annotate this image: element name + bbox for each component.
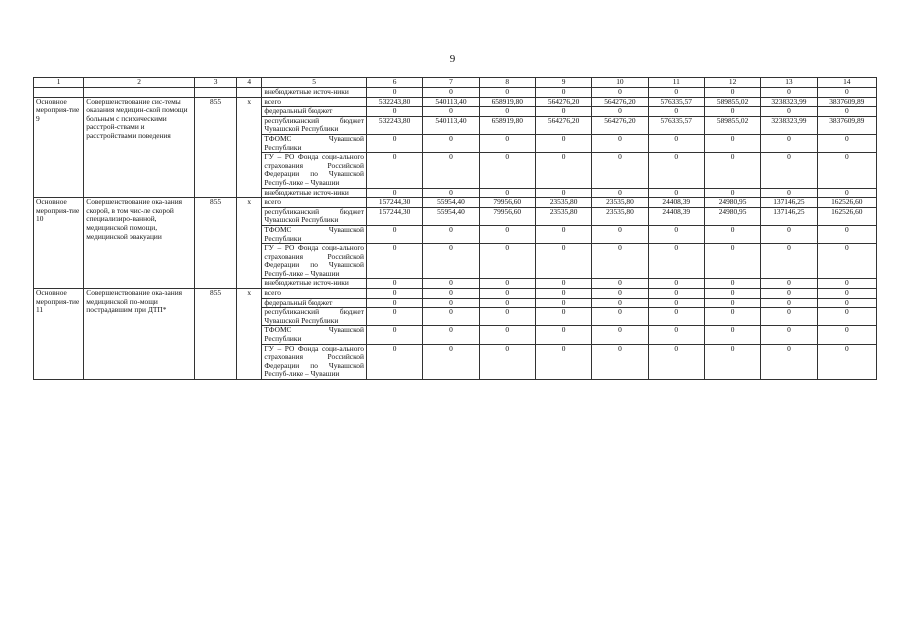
column-number: 11 (648, 78, 704, 88)
value-cell: 576335,57 (648, 97, 704, 107)
value-cell: 0 (817, 344, 876, 379)
column-number: 6 (366, 78, 422, 88)
column-number: 14 (817, 78, 876, 88)
funding-source: всего (262, 289, 367, 299)
value-cell: 0 (535, 107, 591, 117)
funding-source: ТФОМС Чувашской Республики (262, 134, 367, 152)
value-cell: 0 (761, 225, 817, 243)
value-cell: 157244,30 (366, 198, 422, 208)
value-cell: 532243,80 (366, 116, 422, 134)
value-cell: 0 (423, 188, 479, 198)
value-cell: 0 (479, 298, 535, 308)
value-cell: 589855,02 (704, 116, 760, 134)
column-number: 9 (535, 78, 591, 88)
funding-source: всего (262, 198, 367, 208)
value-cell: 0 (817, 298, 876, 308)
value-cell: 0 (761, 279, 817, 289)
value-cell: 79956,60 (479, 207, 535, 225)
value-cell: 0 (761, 153, 817, 188)
value-cell: 137146,25 (761, 198, 817, 208)
funding-source: федеральный бюджет (262, 107, 367, 117)
page-number: 9 (449, 53, 456, 65)
value-cell: 0 (704, 308, 760, 326)
value-cell: 0 (648, 107, 704, 117)
value-cell: 0 (817, 308, 876, 326)
value-cell: 0 (761, 344, 817, 379)
value-cell: 0 (817, 326, 876, 344)
value-cell: 658919,80 (479, 97, 535, 107)
empty-cell (34, 88, 84, 98)
value-cell: 23535,80 (535, 207, 591, 225)
value-cell: 0 (423, 134, 479, 152)
value-cell: 0 (817, 153, 876, 188)
value-cell: 0 (817, 289, 876, 299)
value-cell: 0 (366, 298, 422, 308)
value-cell: 55954,40 (423, 207, 479, 225)
value-cell: 0 (479, 134, 535, 152)
value-cell: 0 (648, 289, 704, 299)
value-cell: 658919,80 (479, 116, 535, 134)
value-cell: 0 (535, 326, 591, 344)
value-cell: 0 (423, 289, 479, 299)
value-cell: 0 (704, 298, 760, 308)
value-cell: 0 (761, 308, 817, 326)
value-cell: 0 (423, 279, 479, 289)
value-cell: 0 (704, 326, 760, 344)
value-cell: 0 (535, 289, 591, 299)
table-row (34, 289, 877, 299)
value-cell: 0 (592, 188, 648, 198)
value-cell: 55954,40 (423, 198, 479, 208)
column-number: 10 (592, 78, 648, 88)
event-label: Основное мероприя-тие 11 (34, 289, 84, 380)
value-cell: 0 (479, 344, 535, 379)
value-cell: 0 (648, 279, 704, 289)
funding-source: ГУ – РО Фонда соци-ального страхования Российской Федерации по Чувашской Респуб-лике – Чувашии (262, 244, 367, 279)
value-cell: 0 (817, 134, 876, 152)
event-code: 855 (194, 289, 236, 380)
value-cell: 0 (423, 344, 479, 379)
empty-cell (84, 88, 195, 98)
value-cell: 24408,39 (648, 207, 704, 225)
value-cell: 0 (535, 279, 591, 289)
value-cell: 0 (592, 279, 648, 289)
value-cell: 576335,57 (648, 116, 704, 134)
value-cell: 0 (704, 344, 760, 379)
value-cell: 564276,20 (592, 116, 648, 134)
value-cell: 0 (535, 298, 591, 308)
value-cell: 0 (704, 244, 760, 279)
value-cell: 0 (761, 188, 817, 198)
value-cell: 0 (817, 279, 876, 289)
value-cell: 0 (366, 188, 422, 198)
value-cell: 0 (704, 225, 760, 243)
funding-source: республиканский бюджет Чувашской Республики (262, 116, 367, 134)
column-number: 12 (704, 78, 760, 88)
value-cell: 0 (479, 308, 535, 326)
value-cell: 0 (366, 308, 422, 326)
value-cell: 0 (366, 88, 422, 98)
value-cell: 0 (592, 298, 648, 308)
value-cell: 0 (535, 244, 591, 279)
value-cell: 0 (761, 298, 817, 308)
value-cell: 0 (592, 134, 648, 152)
value-cell: 23535,80 (592, 207, 648, 225)
column-number: 5 (262, 78, 367, 88)
value-cell: 23535,80 (535, 198, 591, 208)
column-number: 3 (194, 78, 236, 88)
value-cell: 0 (479, 279, 535, 289)
value-cell: 3238323,99 (761, 116, 817, 134)
value-cell: 24980,95 (704, 198, 760, 208)
value-cell: 0 (479, 107, 535, 117)
value-cell: 0 (592, 88, 648, 98)
value-cell: 0 (704, 153, 760, 188)
event-name: Совершенствование ока-зания медицинской по-мощи пострадавшим при ДТП* (84, 289, 195, 380)
value-cell: 0 (648, 188, 704, 198)
value-cell: 0 (479, 88, 535, 98)
value-cell: 0 (592, 244, 648, 279)
value-cell: 0 (366, 134, 422, 152)
value-cell: 0 (423, 88, 479, 98)
event-code: 855 (194, 97, 236, 198)
value-cell: 0 (704, 88, 760, 98)
value-cell: 0 (366, 153, 422, 188)
event-label: Основное мероприя-тие 9 (34, 97, 84, 198)
event-mark: х (237, 289, 262, 380)
value-cell: 0 (648, 225, 704, 243)
column-number: 1 (34, 78, 84, 88)
value-cell: 0 (761, 88, 817, 98)
value-cell: 564276,20 (535, 97, 591, 107)
value-cell: 0 (535, 88, 591, 98)
event-mark: х (237, 198, 262, 289)
value-cell: 0 (817, 88, 876, 98)
event-mark: х (237, 97, 262, 198)
value-cell: 0 (761, 289, 817, 299)
value-cell: 0 (479, 244, 535, 279)
value-cell: 0 (592, 289, 648, 299)
value-cell: 0 (761, 107, 817, 117)
funding-source: республиканский бюджет Чувашской Республики (262, 207, 367, 225)
value-cell: 0 (648, 134, 704, 152)
value-cell: 0 (535, 134, 591, 152)
value-cell: 0 (648, 344, 704, 379)
value-cell: 0 (648, 244, 704, 279)
value-cell: 3238323,99 (761, 97, 817, 107)
value-cell: 137146,25 (761, 207, 817, 225)
value-cell: 24980,95 (704, 207, 760, 225)
funding-source: внебюджетные источ-ники (262, 279, 367, 289)
value-cell: 0 (592, 225, 648, 243)
column-number: 13 (761, 78, 817, 88)
value-cell: 0 (423, 107, 479, 117)
table-row (34, 198, 877, 208)
value-cell: 162526,60 (817, 207, 876, 225)
empty-cell (237, 88, 262, 98)
column-number: 7 (423, 78, 479, 88)
column-number: 8 (479, 78, 535, 88)
value-cell: 24408,39 (648, 198, 704, 208)
value-cell: 0 (479, 225, 535, 243)
funding-source: ТФОМС Чувашской Республики (262, 225, 367, 243)
value-cell: 0 (704, 107, 760, 117)
value-cell: 0 (366, 344, 422, 379)
funding-source: ТФОМС Чувашской Республики (262, 326, 367, 344)
value-cell: 0 (592, 107, 648, 117)
table-row (34, 97, 877, 107)
column-number: 2 (84, 78, 195, 88)
value-cell: 0 (592, 326, 648, 344)
value-cell: 0 (479, 188, 535, 198)
value-cell: 540113,40 (423, 97, 479, 107)
value-cell: 564276,20 (535, 116, 591, 134)
value-cell: 3837609,89 (817, 97, 876, 107)
value-cell: 0 (366, 279, 422, 289)
value-cell: 0 (535, 308, 591, 326)
value-cell: 0 (592, 344, 648, 379)
value-cell: 0 (366, 244, 422, 279)
value-cell: 0 (817, 244, 876, 279)
value-cell: 0 (761, 326, 817, 344)
value-cell: 0 (423, 298, 479, 308)
value-cell: 532243,80 (366, 97, 422, 107)
value-cell: 0 (592, 153, 648, 188)
value-cell: 0 (648, 308, 704, 326)
value-cell: 0 (648, 153, 704, 188)
value-cell: 0 (535, 225, 591, 243)
value-cell: 0 (535, 188, 591, 198)
value-cell: 0 (817, 225, 876, 243)
value-cell: 0 (423, 326, 479, 344)
value-cell: 0 (592, 308, 648, 326)
empty-cell (194, 88, 236, 98)
funding-source: федеральный бюджет (262, 298, 367, 308)
value-cell: 0 (479, 153, 535, 188)
value-cell: 564276,20 (592, 97, 648, 107)
value-cell: 0 (366, 107, 422, 117)
header-row (34, 78, 877, 88)
value-cell: 0 (423, 225, 479, 243)
event-label: Основное мероприя-тие 10 (34, 198, 84, 289)
value-cell: 0 (704, 134, 760, 152)
event-code: 855 (194, 198, 236, 289)
value-cell: 0 (648, 326, 704, 344)
value-cell: 162526,60 (817, 198, 876, 208)
value-cell: 3837609,89 (817, 116, 876, 134)
table-row (34, 88, 877, 98)
value-cell: 0 (704, 188, 760, 198)
event-name: Совершенствование сис-темы оказания медицин-ской помощи больным с психическими расстрой-ствами и расстройствами поведения (84, 97, 195, 198)
funding-source: всего (262, 97, 367, 107)
value-cell: 0 (479, 289, 535, 299)
value-cell: 0 (366, 225, 422, 243)
value-cell: 0 (704, 279, 760, 289)
value-cell: 0 (366, 289, 422, 299)
value-cell: 0 (817, 107, 876, 117)
value-cell: 79956,60 (479, 198, 535, 208)
value-cell: 540113,40 (423, 116, 479, 134)
column-number: 4 (237, 78, 262, 88)
value-cell: 0 (423, 153, 479, 188)
value-cell: 0 (761, 134, 817, 152)
funding-source: внебюджетные источ-ники (262, 188, 367, 198)
funding-source: республиканский бюджет Чувашской Республики (262, 308, 367, 326)
event-name: Совершенствование ока-зания скорой, в том чис-ле скорой специализиро-ванной, медицинской помощи, медицинской эвакуации (84, 198, 195, 289)
budget-table (33, 77, 877, 380)
funding-source: внебюджетные источ-ники (262, 88, 367, 98)
value-cell: 0 (817, 188, 876, 198)
funding-source: ГУ – РО Фонда соци-ального страхования Российской Федерации по Чувашской Респуб-лике – Чувашии (262, 153, 367, 188)
value-cell: 0 (648, 88, 704, 98)
value-cell: 0 (535, 344, 591, 379)
value-cell: 0 (761, 244, 817, 279)
value-cell: 0 (479, 326, 535, 344)
value-cell: 0 (704, 289, 760, 299)
value-cell: 23535,80 (592, 198, 648, 208)
value-cell: 0 (648, 298, 704, 308)
value-cell: 589855,02 (704, 97, 760, 107)
value-cell: 157244,30 (366, 207, 422, 225)
funding-source: ГУ – РО Фонда соци-ального страхования Российской Федерации по Чувашской Респуб-лике – Чувашии (262, 344, 367, 379)
value-cell: 0 (423, 308, 479, 326)
value-cell: 0 (423, 244, 479, 279)
value-cell: 0 (535, 153, 591, 188)
value-cell: 0 (366, 326, 422, 344)
